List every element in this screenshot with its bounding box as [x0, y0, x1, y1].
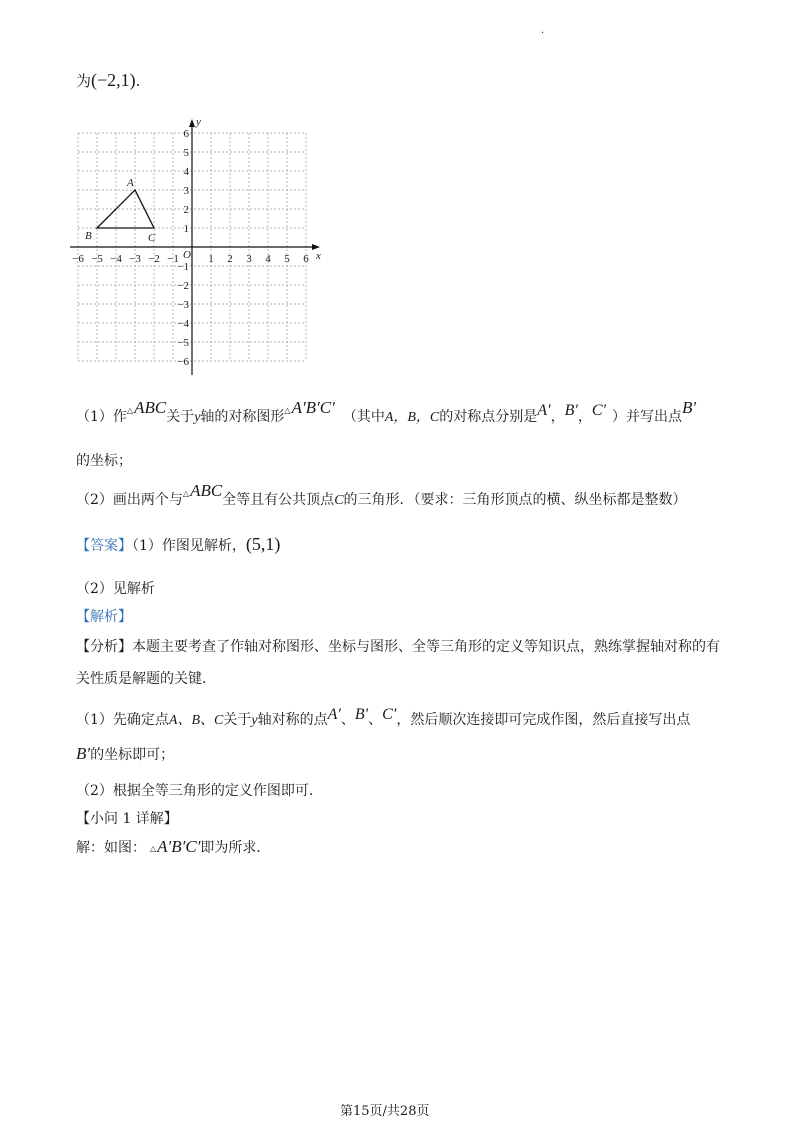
- q2-rest2: 的三角形．（要求：三角形顶点的横、纵坐标都是整数）: [343, 492, 687, 508]
- q2-rest: 全等且有公共顶点: [222, 492, 335, 508]
- tick-labels: [72, 128, 309, 368]
- step1-rest: ，然后顺次连接即可完成作图，然后直接写出点: [396, 712, 691, 728]
- coordinate-grid-figure: [70, 112, 335, 382]
- intro-prefix: 为: [76, 72, 92, 90]
- axes: [70, 116, 321, 375]
- q1-mid2: 轴的对称图形: [200, 409, 285, 425]
- y-tick-label: 1: [183, 223, 189, 235]
- y-tick-label: −4: [177, 318, 189, 330]
- triangle-abc-shape: [97, 190, 154, 228]
- step1-c-prime: C′: [382, 706, 397, 723]
- y-tick-label: 4: [183, 166, 189, 178]
- step1-line2: [76, 744, 174, 764]
- intro-line: [76, 70, 140, 91]
- step1-y: y: [251, 713, 258, 728]
- x-tick-label: 2: [227, 253, 233, 265]
- fenxi-text1: 本题主要考查了作轴对称图形、坐标与图形、全等三角形的定义等知识点，熟练掌握轴对称的有: [132, 639, 720, 655]
- q1-abc: ABC: [134, 398, 167, 417]
- detail-solve: [76, 837, 270, 857]
- x-tick-label: −2: [148, 253, 160, 265]
- step1-b-prime-2: B′: [76, 744, 91, 763]
- step1-mid: 关于: [223, 712, 252, 728]
- q1-b-prime: B′: [564, 402, 578, 419]
- x-axis-label: x: [316, 250, 321, 262]
- y-axis-label: y: [196, 116, 201, 128]
- x-tick-label: 4: [265, 253, 271, 265]
- y-tick-label: −2: [177, 280, 189, 292]
- intro-suffix: .: [135, 72, 141, 90]
- x-tick-label: 3: [246, 253, 252, 265]
- y-axis-arrow: [189, 119, 195, 127]
- y-tick-label: −5: [177, 337, 189, 349]
- intro-point: (−2,1): [91, 70, 136, 90]
- x-tick-label: 1: [208, 253, 214, 265]
- q1-letters: A，B，C: [384, 410, 440, 425]
- x-tick-label: −3: [129, 253, 141, 265]
- y-tick-label: 2: [183, 204, 189, 216]
- step1-sep2: 、: [368, 712, 383, 728]
- detail-tri-name: A′B′C′: [157, 837, 201, 856]
- answer-part2: （2）见解析: [76, 581, 155, 597]
- x-tick-label: 6: [303, 253, 309, 265]
- triangle-symbol: △: [182, 489, 190, 498]
- q2-num: （2）画出两个与: [76, 492, 183, 508]
- x-tick-label: −1: [167, 253, 179, 265]
- q1-comma2: ，: [577, 409, 592, 425]
- q1-tri-prime: A′B′C′: [291, 398, 335, 417]
- step1-line2-text: 的坐标即可；: [90, 747, 175, 763]
- triangle-symbol: △: [284, 406, 291, 415]
- q1-b-prime-2: B′: [682, 398, 697, 417]
- answer-coord: (5,1): [245, 534, 281, 554]
- page-number: 第15页/共28页: [340, 1104, 430, 1119]
- q2-abc: ABC: [190, 481, 223, 500]
- y-tick-label: 6: [183, 128, 189, 140]
- triangle-abc: [85, 177, 156, 244]
- step1-b-prime: B′: [354, 706, 369, 723]
- analysis-tag: 【解析】: [76, 609, 132, 625]
- fenxi-line1: [76, 636, 720, 656]
- y-tick-label: −1: [177, 261, 189, 273]
- x-tick-label: −4: [110, 253, 122, 265]
- step1-line1: [76, 706, 690, 729]
- header-dot: .: [541, 25, 545, 36]
- answer-tag: 【答案】: [76, 538, 132, 554]
- answer-part1: （1）作图见解析，: [132, 538, 246, 554]
- step1-sep1: 、: [340, 712, 355, 728]
- q1-paren-close: ）并写出点: [612, 409, 683, 425]
- q1-num: （1）作: [76, 409, 127, 425]
- q1-paren-mid: 的对称点分别是: [439, 409, 538, 425]
- step1-a-prime: A′: [327, 706, 341, 723]
- answer-line: [76, 534, 280, 555]
- fenxi-tag: 【分析】: [76, 639, 132, 655]
- detail-tag: 【小问 1 详解】: [76, 811, 178, 827]
- y-tick-label: 5: [183, 147, 189, 159]
- x-tick-label: −5: [91, 253, 103, 265]
- q1-paren-open: （其中: [342, 409, 385, 425]
- step2-line: （2）根据全等三角形的定义作图即可．: [76, 783, 323, 799]
- origin-label: O: [183, 249, 191, 261]
- triangle-symbol: △: [150, 844, 157, 853]
- y-tick-label: −6: [177, 356, 189, 368]
- q1-y: y: [194, 410, 201, 425]
- question-2: [76, 481, 687, 509]
- y-tick-label: −3: [177, 299, 189, 311]
- step1-mid2: 轴对称的点: [257, 712, 328, 728]
- y-tick-label: 3: [183, 185, 189, 197]
- detail-solve-text: 解：如图：: [76, 840, 146, 856]
- q2-c: C: [334, 493, 344, 508]
- step1-prefix: （1）先确定点: [76, 712, 169, 728]
- q1-a-prime: A′: [537, 402, 551, 419]
- q1-c-prime: C′: [591, 402, 607, 419]
- vertex-label-a: A: [127, 177, 134, 189]
- fenxi-line2: 关性质是解题的关键．: [76, 671, 216, 687]
- x-tick-label: −6: [72, 253, 84, 265]
- q1-comma1: ，: [550, 409, 565, 425]
- q1-mid: 关于: [166, 409, 195, 425]
- vertex-label-b: B: [85, 230, 92, 242]
- question-1: [76, 398, 696, 426]
- x-tick-label: 5: [284, 253, 290, 265]
- triangle-symbol: △: [126, 406, 134, 415]
- vertex-label-c: C: [148, 232, 156, 244]
- question-1-line2: 的坐标；: [76, 453, 132, 469]
- step1-pts: A、B、C: [168, 713, 224, 728]
- detail-rest: 即为所求．: [200, 840, 271, 856]
